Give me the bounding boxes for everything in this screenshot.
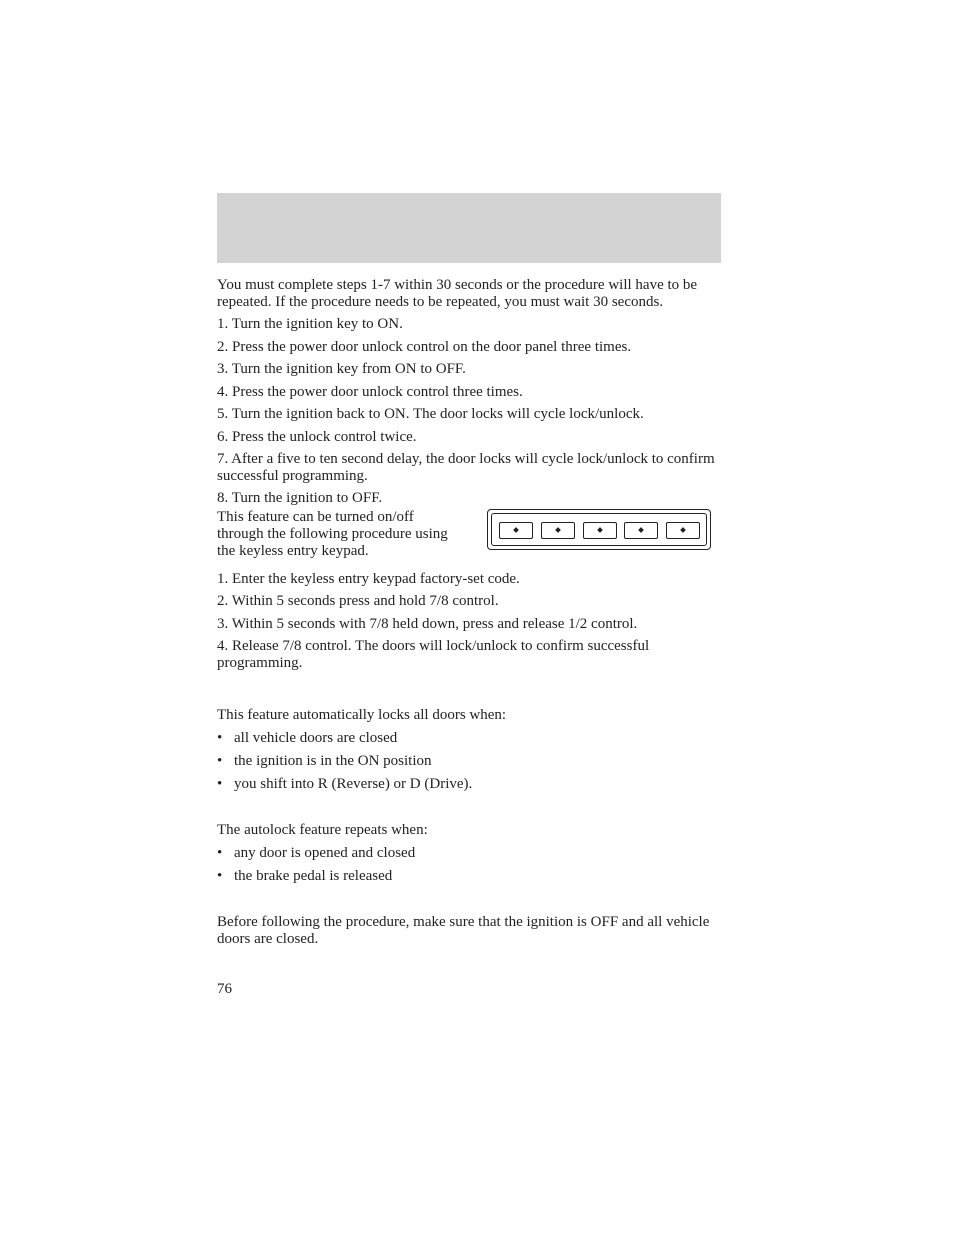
keypad-key xyxy=(499,522,533,539)
step-item: 3. Within 5 seconds with 7/8 held down, press and release 1/2 control. xyxy=(217,615,638,632)
before-procedure-paragraph: Before following the procedure, make sure that the ignition is OFF and all vehicle doors are closed. xyxy=(217,913,710,947)
list-item: • any door is opened and closed xyxy=(217,845,717,862)
step-item: 1. Enter the keyless entry keypad factory-set code. xyxy=(217,570,520,587)
page-content xyxy=(217,277,717,948)
steps-list-b xyxy=(217,571,717,673)
step-item: 7. After a five to ten second delay, the door locks will cycle lock/unlock to confirm successful programming. xyxy=(217,451,715,484)
step-item: 2. Press the power door unlock control on the door panel three times. xyxy=(217,338,632,355)
keyless-entry-keypad-icon xyxy=(487,509,711,550)
keypad-key xyxy=(666,522,700,539)
keypad-key xyxy=(624,522,658,539)
step-item: 5. Turn the ignition back to ON. The door locks will cycle lock/unlock. xyxy=(217,406,644,422)
list-item: • all vehicle doors are closed xyxy=(217,730,717,747)
keypad-frame xyxy=(491,513,707,546)
page-number: 76 xyxy=(217,981,232,997)
step-item: 1. Turn the ignition key to ON. xyxy=(217,316,403,332)
step-item: 4. Press the power door unlock control three times. xyxy=(217,383,523,400)
keypad-intro: This feature can be turned on/off through the following procedure using the keyless entry keypad. xyxy=(217,508,448,559)
keypad-key xyxy=(541,522,575,539)
intro-paragraph: You must complete steps 1-7 within 30 seconds or the procedure will have to be repeated. If the procedure needs to be repeated, you must wait 30 seconds. xyxy=(217,277,698,310)
steps-list-a xyxy=(217,316,717,507)
step-item: 2. Within 5 seconds press and hold 7/8 control. xyxy=(217,593,499,609)
autolock-conditions-list xyxy=(217,730,717,793)
step-item: 4. Release 7/8 control. The doors will lock/unlock to confirm successful programming. xyxy=(217,638,650,671)
list-item: • the ignition is in the ON position xyxy=(217,753,717,770)
keypad-key xyxy=(583,522,617,539)
list-item: • you shift into R (Reverse) or D (Drive). xyxy=(217,776,717,793)
repeat-conditions-list xyxy=(217,845,717,885)
step-item: 3. Turn the ignition key from ON to OFF. xyxy=(217,361,466,377)
list-item: • the brake pedal is released xyxy=(217,868,717,885)
repeat-intro: The autolock feature repeats when: xyxy=(217,821,428,838)
keypad-section xyxy=(217,508,717,571)
autolock-intro: This feature automatically locks all doors when: xyxy=(217,706,507,723)
step-item: 8. Turn the ignition to OFF. xyxy=(217,490,383,506)
step-item: 6. Press the unlock control twice. xyxy=(217,428,417,445)
section-header-band xyxy=(217,193,721,263)
